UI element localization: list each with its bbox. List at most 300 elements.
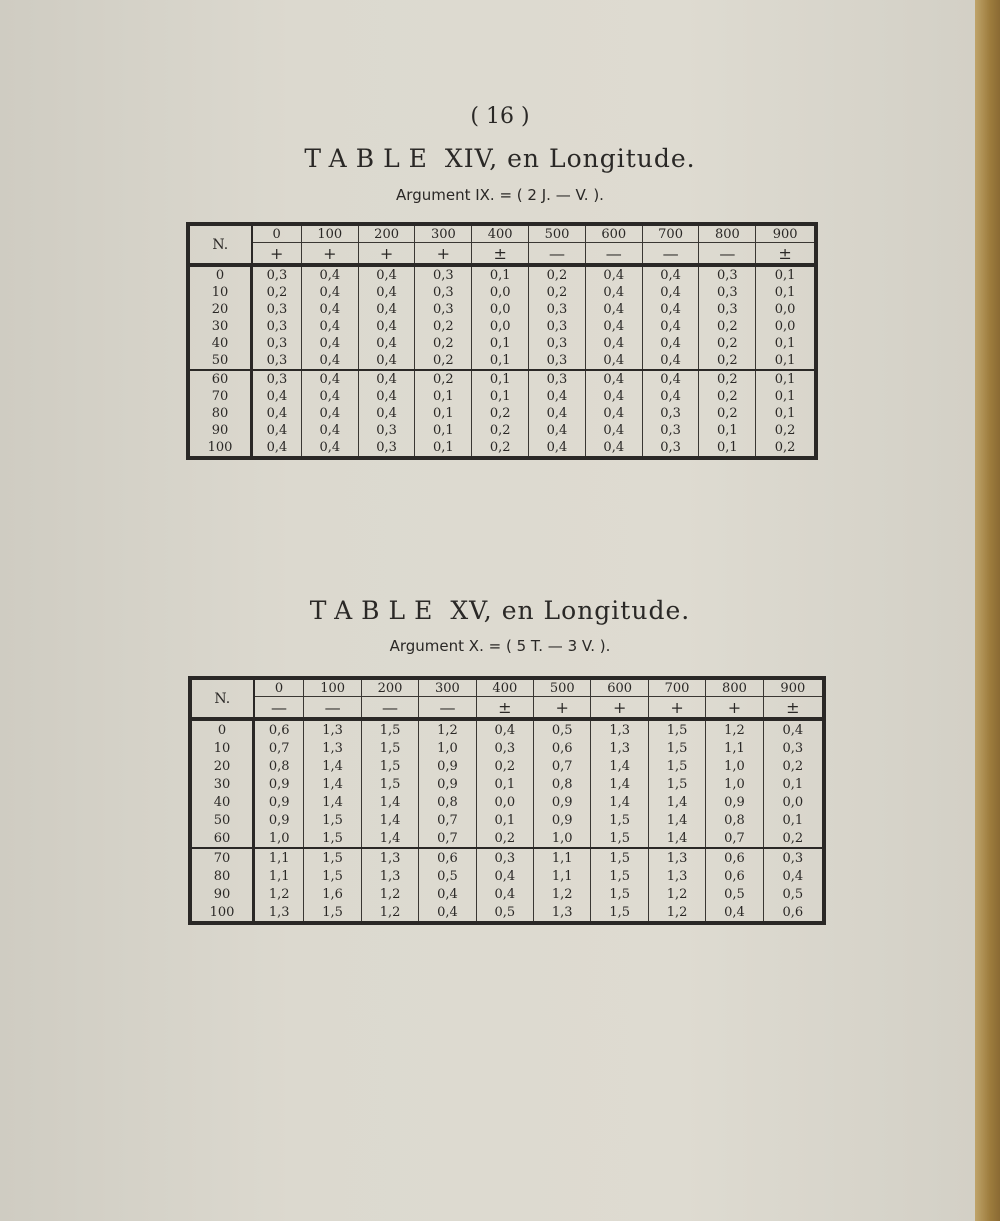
row-label: 0 <box>188 265 252 284</box>
table-cell: 0,1 <box>472 265 529 284</box>
row-label: 90 <box>188 422 252 439</box>
row-label: 70 <box>190 848 254 867</box>
table-cell: 0,1 <box>756 335 816 352</box>
table-cell: 1,5 <box>648 719 705 739</box>
column-header: 100 <box>301 224 358 243</box>
table-cell: 0,4 <box>585 335 642 352</box>
column-header: 400 <box>476 678 533 697</box>
table-cell: 0,2 <box>415 335 472 352</box>
table-cell: 0,5 <box>476 903 533 923</box>
table-cell: 0,3 <box>529 352 586 370</box>
column-header: 500 <box>529 224 586 243</box>
table-cell: 0,3 <box>642 405 699 422</box>
table-cell: 0,4 <box>301 284 358 301</box>
table-cell: 1,2 <box>534 885 591 903</box>
header-row <box>190 678 824 697</box>
table-cell: 0,4 <box>301 318 358 335</box>
table-cell: 0,4 <box>358 318 415 335</box>
table-cell: 0,3 <box>529 370 586 388</box>
table-cell: 0,5 <box>534 719 591 739</box>
table-cell: 0,3 <box>699 265 756 284</box>
table-cell: 1,6 <box>304 885 361 903</box>
table-cell: 0,0 <box>476 793 533 811</box>
table-cell: 0,1 <box>472 335 529 352</box>
table-cell: 0,1 <box>756 265 816 284</box>
table-cell: 0,3 <box>476 739 533 757</box>
table-row <box>190 739 824 757</box>
table-cell: 0,4 <box>358 301 415 318</box>
table-cell: 1,4 <box>591 775 648 793</box>
sign-row <box>188 243 816 266</box>
table-cell: 1,1 <box>254 867 304 885</box>
table-cell: 0,4 <box>529 388 586 405</box>
table-cell: 1,0 <box>706 775 763 793</box>
table-cell: 1,3 <box>361 867 418 885</box>
table-cell: 1,4 <box>648 811 705 829</box>
table-cell: 0,4 <box>585 405 642 422</box>
table-cell: 0,9 <box>419 757 476 775</box>
table-cell: 1,4 <box>591 793 648 811</box>
table-cell: 0,9 <box>706 793 763 811</box>
table-cell: 0,1 <box>415 388 472 405</box>
table-cell: 1,5 <box>591 811 648 829</box>
table-cell: 0,3 <box>415 284 472 301</box>
column-sign: + <box>534 697 591 720</box>
table-cell: 0,4 <box>585 439 642 458</box>
table-cell: 1,3 <box>304 719 361 739</box>
table-cell: 0,4 <box>252 439 302 458</box>
table-cell: 0,4 <box>301 422 358 439</box>
column-sign: — <box>361 697 418 720</box>
table-cell: 1,5 <box>304 811 361 829</box>
table-cell: 0,2 <box>472 422 529 439</box>
table-cell: 1,2 <box>648 885 705 903</box>
table-cell: 0,3 <box>529 318 586 335</box>
table-cell: 0,4 <box>642 388 699 405</box>
corner-label: N. <box>188 224 252 265</box>
table-cell: 0,1 <box>756 284 816 301</box>
table-cell: 0,1 <box>699 422 756 439</box>
column-header: 300 <box>419 678 476 697</box>
table-cell: 0,8 <box>706 811 763 829</box>
table-cell: 1,5 <box>361 719 418 739</box>
table-row <box>188 352 816 370</box>
table-row <box>190 793 824 811</box>
table-cell: 0,4 <box>642 284 699 301</box>
table-cell: 0,9 <box>419 775 476 793</box>
column-header: 900 <box>756 224 816 243</box>
table-row <box>188 265 816 284</box>
corner-label: N. <box>190 678 254 719</box>
table-cell: 0,2 <box>476 829 533 848</box>
table-cell: 0,9 <box>534 811 591 829</box>
table-row <box>190 848 824 867</box>
table-cell: 0,4 <box>252 405 302 422</box>
row-label: 20 <box>188 301 252 318</box>
table-row <box>190 867 824 885</box>
table-row <box>188 284 816 301</box>
column-header: 900 <box>763 678 824 697</box>
table-cell: 0,1 <box>763 811 824 829</box>
table14-title-rest: XIV, en Longitude. <box>444 144 696 173</box>
column-sign: — <box>699 243 756 266</box>
table-cell: 0,4 <box>585 352 642 370</box>
table-cell: 0,4 <box>419 885 476 903</box>
table-cell: 0,3 <box>252 318 302 335</box>
table-cell: 0,1 <box>415 422 472 439</box>
table-cell: 0,1 <box>472 352 529 370</box>
column-header: 200 <box>361 678 418 697</box>
table-cell: 0,3 <box>252 352 302 370</box>
table-cell: 1,1 <box>534 848 591 867</box>
table-cell: 0,3 <box>476 848 533 867</box>
table-cell: 0,3 <box>358 439 415 458</box>
table-cell: 1,5 <box>361 739 418 757</box>
table-cell: 0,3 <box>529 301 586 318</box>
column-header: 800 <box>699 224 756 243</box>
table-cell: 1,3 <box>304 739 361 757</box>
table-row <box>188 439 816 458</box>
table-cell: 1,4 <box>591 757 648 775</box>
column-sign: — <box>304 697 361 720</box>
table15-title-rest: XV, en Longitude. <box>450 596 691 625</box>
column-sign: + <box>591 697 648 720</box>
table-cell: 1,3 <box>591 719 648 739</box>
table-cell: 0,4 <box>642 370 699 388</box>
table-cell: 1,1 <box>254 848 304 867</box>
row-label: 100 <box>188 439 252 458</box>
row-label: 80 <box>188 405 252 422</box>
table-cell: 1,4 <box>361 829 418 848</box>
table-cell: 0,8 <box>419 793 476 811</box>
table-cell: 0,7 <box>254 739 304 757</box>
table-cell: 0,2 <box>763 757 824 775</box>
table-cell: 1,4 <box>648 829 705 848</box>
table14-title <box>0 144 1000 173</box>
table-row <box>190 829 824 848</box>
table-cell: 0,3 <box>699 301 756 318</box>
table-cell: 0,2 <box>699 318 756 335</box>
table-cell: 1,3 <box>534 903 591 923</box>
column-header: 300 <box>415 224 472 243</box>
column-sign: + <box>706 697 763 720</box>
table-cell: 0,5 <box>763 885 824 903</box>
table-cell: 0,4 <box>419 903 476 923</box>
table-cell: 0,5 <box>706 885 763 903</box>
table-cell: 0,2 <box>472 405 529 422</box>
page-number: ( 16 ) <box>470 104 530 129</box>
table-cell: 0,7 <box>534 757 591 775</box>
table-cell: 0,6 <box>254 719 304 739</box>
column-header: 800 <box>706 678 763 697</box>
table-cell: 1,4 <box>361 793 418 811</box>
table-cell: 0,4 <box>763 867 824 885</box>
table-cell: 0,3 <box>252 335 302 352</box>
table-cell: 0,1 <box>476 775 533 793</box>
table-cell: 0,3 <box>415 301 472 318</box>
column-header: 400 <box>472 224 529 243</box>
table-cell: 0,1 <box>756 370 816 388</box>
table-cell: 0,2 <box>472 439 529 458</box>
table-cell: 0,1 <box>476 811 533 829</box>
table-cell: 0,7 <box>419 811 476 829</box>
table-cell: 0,2 <box>529 265 586 284</box>
table-cell: 0,2 <box>756 422 816 439</box>
table-cell: 0,6 <box>763 903 824 923</box>
table-cell: 0,9 <box>254 811 304 829</box>
table-cell: 1,5 <box>591 829 648 848</box>
table-cell: 0,0 <box>472 318 529 335</box>
table-cell: 0,2 <box>415 318 472 335</box>
column-sign: ± <box>756 243 816 266</box>
table-cell: 0,2 <box>529 284 586 301</box>
column-sign: + <box>648 697 705 720</box>
table-cell: 1,2 <box>361 885 418 903</box>
table-row <box>190 903 824 923</box>
table15-title-word: TABLE <box>309 596 442 625</box>
table-cell: 1,5 <box>361 775 418 793</box>
table-cell: 0,1 <box>699 439 756 458</box>
table-cell: 0,3 <box>415 265 472 284</box>
table-cell: 0,2 <box>252 284 302 301</box>
table-cell: 1,0 <box>254 829 304 848</box>
row-label: 0 <box>190 719 254 739</box>
table-cell: 0,4 <box>358 370 415 388</box>
table-cell: 1,5 <box>591 867 648 885</box>
table-cell: 0,4 <box>358 335 415 352</box>
table-cell: 1,5 <box>648 775 705 793</box>
table14-argument: Argument IX. = ( 2 J. — V. ). <box>396 186 604 204</box>
column-sign: + <box>415 243 472 266</box>
table-cell: 0,2 <box>763 829 824 848</box>
row-label: 40 <box>188 335 252 352</box>
table-cell: 1,4 <box>648 793 705 811</box>
table-cell: 1,5 <box>591 903 648 923</box>
header-row <box>188 224 816 243</box>
table-cell: 0,4 <box>706 903 763 923</box>
table-cell: 1,3 <box>361 848 418 867</box>
column-sign: + <box>358 243 415 266</box>
row-label: 10 <box>190 739 254 757</box>
column-sign: — <box>419 697 476 720</box>
table-cell: 0,0 <box>472 301 529 318</box>
table-cell: 0,2 <box>699 352 756 370</box>
table-cell: 0,4 <box>642 265 699 284</box>
table-cell: 0,2 <box>415 352 472 370</box>
table-cell: 0,4 <box>529 439 586 458</box>
table-cell: 0,1 <box>756 352 816 370</box>
row-label: 10 <box>188 284 252 301</box>
table-row <box>190 811 824 829</box>
table-row <box>188 422 816 439</box>
table-cell: 0,2 <box>699 405 756 422</box>
table-cell: 0,9 <box>534 793 591 811</box>
table-cell: 0,4 <box>476 885 533 903</box>
table-cell: 1,4 <box>304 775 361 793</box>
table-cell: 0,1 <box>472 370 529 388</box>
column-sign: — <box>585 243 642 266</box>
table-cell: 0,0 <box>756 318 816 335</box>
row-label: 80 <box>190 867 254 885</box>
table-row <box>190 757 824 775</box>
column-sign: + <box>252 243 302 266</box>
table-cell: 1,3 <box>254 903 304 923</box>
column-sign: ± <box>763 697 824 720</box>
column-sign: — <box>642 243 699 266</box>
table-cell: 1,5 <box>648 739 705 757</box>
table-cell: 0,4 <box>585 301 642 318</box>
table-cell: 1,3 <box>648 848 705 867</box>
table15-argument: Argument X. = ( 5 T. — 3 V. ). <box>389 637 611 655</box>
column-sign: ± <box>476 697 533 720</box>
table-cell: 1,4 <box>304 793 361 811</box>
table-row <box>190 885 824 903</box>
table-cell: 0,3 <box>642 439 699 458</box>
row-label: 20 <box>190 757 254 775</box>
table-cell: 0,4 <box>301 405 358 422</box>
table-cell: 0,4 <box>358 265 415 284</box>
table-cell: 0,2 <box>476 757 533 775</box>
table-cell: 0,0 <box>763 793 824 811</box>
table-cell: 0,4 <box>642 301 699 318</box>
table-cell: 1,2 <box>419 719 476 739</box>
table-cell: 1,0 <box>706 757 763 775</box>
table-cell: 0,2 <box>699 335 756 352</box>
table-cell: 0,4 <box>585 284 642 301</box>
column-header: 700 <box>648 678 705 697</box>
column-header: 0 <box>254 678 304 697</box>
table-row <box>188 335 816 352</box>
table-cell: 0,4 <box>642 352 699 370</box>
table-cell: 0,4 <box>301 388 358 405</box>
table-cell: 1,2 <box>361 903 418 923</box>
table-cell: 0,6 <box>706 848 763 867</box>
column-header: 200 <box>358 224 415 243</box>
table-cell: 0,4 <box>358 352 415 370</box>
table-cell: 0,3 <box>358 422 415 439</box>
table-cell: 0,8 <box>254 757 304 775</box>
table-cell: 0,2 <box>756 439 816 458</box>
table-cell: 0,9 <box>254 793 304 811</box>
table-cell: 0,4 <box>642 335 699 352</box>
table-cell: 0,2 <box>415 370 472 388</box>
row-label: 50 <box>188 352 252 370</box>
table-row <box>190 775 824 793</box>
table-cell: 0,4 <box>252 388 302 405</box>
table-cell: 0,7 <box>419 829 476 848</box>
table-cell: 1,0 <box>534 829 591 848</box>
row-label: 40 <box>190 793 254 811</box>
table-cell: 0,2 <box>699 370 756 388</box>
table-row <box>188 388 816 405</box>
column-header: 500 <box>534 678 591 697</box>
table-cell: 0,6 <box>419 848 476 867</box>
table-row <box>188 318 816 335</box>
table-cell: 0,1 <box>415 439 472 458</box>
table-cell: 0,6 <box>706 867 763 885</box>
table-cell: 0,0 <box>756 301 816 318</box>
table-cell: 1,5 <box>304 903 361 923</box>
table-cell: 0,4 <box>301 265 358 284</box>
table-cell: 0,1 <box>472 388 529 405</box>
table-row <box>188 370 816 388</box>
column-sign: + <box>301 243 358 266</box>
table-cell: 1,2 <box>254 885 304 903</box>
row-label: 60 <box>190 829 254 848</box>
table-cell: 0,4 <box>585 370 642 388</box>
table-cell: 0,4 <box>585 265 642 284</box>
table-row <box>188 301 816 318</box>
table-cell: 0,1 <box>763 775 824 793</box>
table-cell: 0,4 <box>358 284 415 301</box>
table-cell: 0,3 <box>529 335 586 352</box>
table-cell: 0,4 <box>476 719 533 739</box>
column-header: 100 <box>304 678 361 697</box>
table-cell: 0,4 <box>476 867 533 885</box>
table-cell: 0,4 <box>358 388 415 405</box>
table-cell: 1,5 <box>304 829 361 848</box>
table-cell: 0,7 <box>706 829 763 848</box>
table-cell: 0,4 <box>529 422 586 439</box>
table-cell: 0,5 <box>419 867 476 885</box>
table-cell: 1,5 <box>304 867 361 885</box>
table-cell: 1,4 <box>304 757 361 775</box>
column-header: 600 <box>591 678 648 697</box>
row-label: 70 <box>188 388 252 405</box>
table15-title <box>0 596 1000 625</box>
column-sign: — <box>529 243 586 266</box>
row-label: 30 <box>188 318 252 335</box>
table-cell: 1,5 <box>591 885 648 903</box>
table-cell: 1,1 <box>706 739 763 757</box>
table-cell: 0,1 <box>756 388 816 405</box>
table-cell: 0,4 <box>301 301 358 318</box>
row-label: 100 <box>190 903 254 923</box>
table-cell: 0,4 <box>585 318 642 335</box>
table-cell: 0,6 <box>534 739 591 757</box>
table-cell: 0,3 <box>642 422 699 439</box>
table-cell: 1,3 <box>648 867 705 885</box>
sign-row <box>190 697 824 720</box>
column-header: 600 <box>585 224 642 243</box>
table-cell: 0,1 <box>756 405 816 422</box>
table-cell: 0,4 <box>252 422 302 439</box>
table-cell: 1,0 <box>419 739 476 757</box>
table-cell: 1,5 <box>304 848 361 867</box>
row-label: 30 <box>190 775 254 793</box>
row-label: 90 <box>190 885 254 903</box>
row-label: 50 <box>190 811 254 829</box>
table-cell: 1,4 <box>361 811 418 829</box>
table-cell: 0,4 <box>529 405 586 422</box>
table-cell: 0,4 <box>358 405 415 422</box>
table-cell: 0,3 <box>252 301 302 318</box>
table-cell: 0,8 <box>534 775 591 793</box>
column-sign: — <box>254 697 304 720</box>
table-cell: 0,9 <box>254 775 304 793</box>
table-cell: 0,3 <box>763 739 824 757</box>
table-cell: 0,3 <box>252 265 302 284</box>
table14-title-word: TABLE <box>304 144 436 173</box>
table-cell: 0,4 <box>585 388 642 405</box>
table15 <box>188 676 826 925</box>
table-cell: 0,4 <box>301 370 358 388</box>
table-cell: 0,4 <box>763 719 824 739</box>
table-cell: 1,5 <box>648 757 705 775</box>
table-cell: 0,0 <box>472 284 529 301</box>
table-cell: 1,5 <box>591 848 648 867</box>
table-cell: 0,1 <box>415 405 472 422</box>
